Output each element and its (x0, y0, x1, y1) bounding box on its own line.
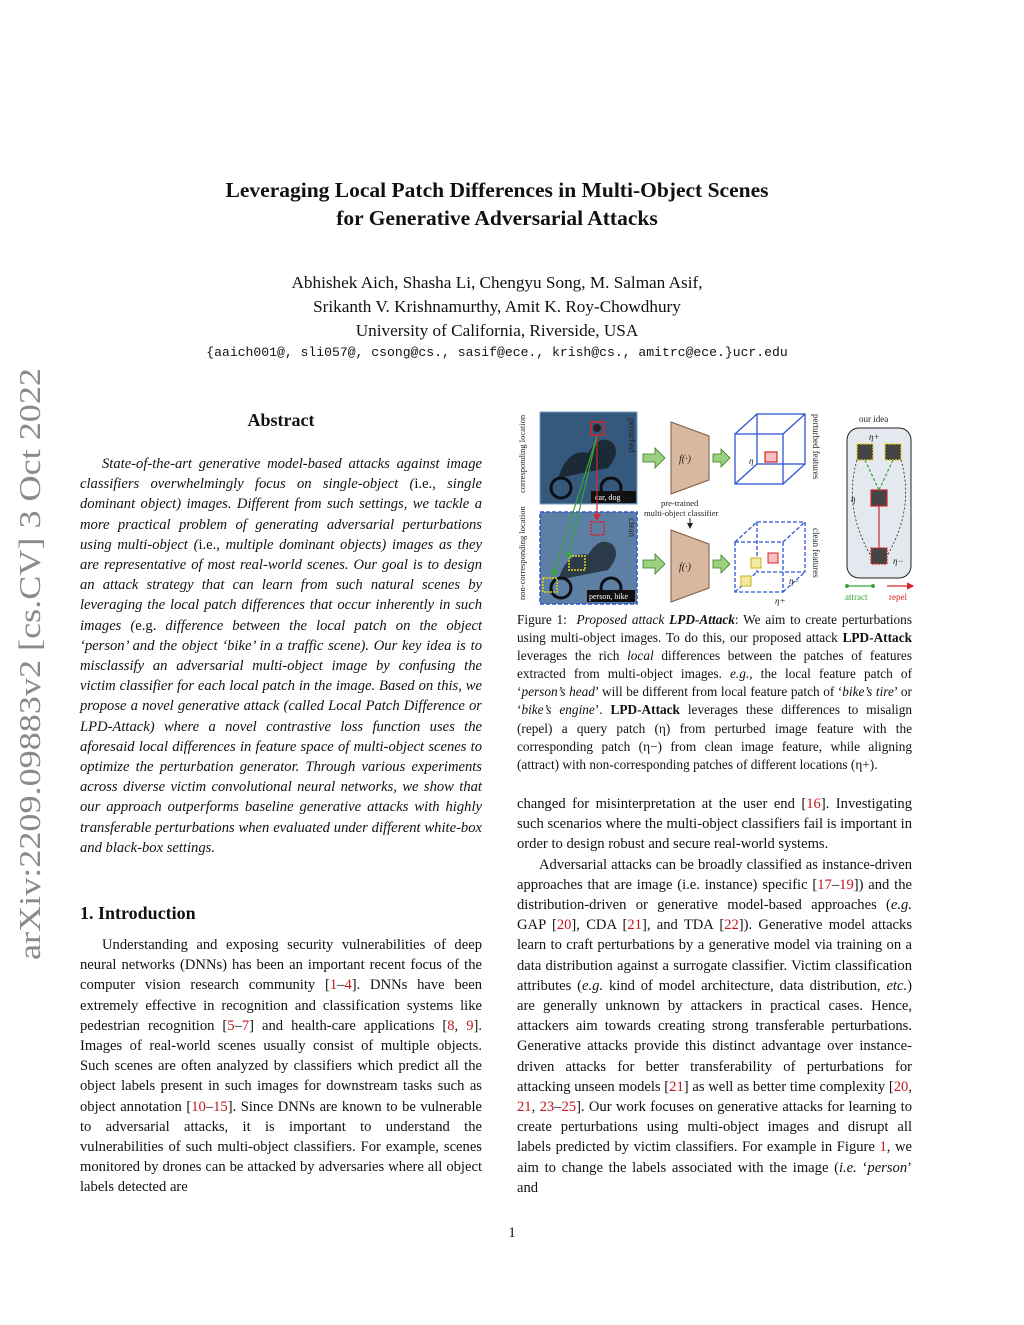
eta-minus-label: η− (789, 576, 800, 586)
title-line-1: Leveraging Local Patch Differences in Multi-Object Scenes (225, 178, 769, 202)
label-perturbed: perturbed (627, 418, 637, 453)
figure-1 (513, 408, 917, 608)
eta-plus-label-bottom: η+ (775, 596, 786, 606)
citation-link[interactable]: 25 (561, 1099, 577, 1116)
citation-link[interactable]: 20 (556, 917, 572, 934)
classifier-func-top: f(·) (679, 454, 691, 465)
citation-link[interactable]: 4 (344, 977, 352, 994)
figure-1-caption: Figure 1: Proposed attack LPD-Attack: We aim to create perturbations using multi-object images. To do this, our proposed attack LPD-Attack leverages the rich local differences between the patches of features extracted from multi-object images. e.g., the local feature patch of ‘person’s head’ will be different from local feature patch of ‘bike’s tire’ or ‘bike’s engine’. LPD-Attack leverages these differences to misalign (repel) a query patch (η) from perturbed image feature with the corresponding patch (η−) from clean image feature, while aligning (attract) with non-corresponding patches of different locations (η+). (517, 612, 913, 772)
label-clean-features: clean features (811, 528, 821, 578)
author-block (130, 271, 864, 343)
eta-label-top: η (749, 456, 754, 466)
right-paragraph-1: changed for misinterpretation at the user end [16]. Investigating such scenarios where the multi-object classifiers fail is important in order to design robust and secure real-world systems. (517, 796, 913, 853)
paper-title (130, 176, 864, 232)
intro-paragraph: Understanding and exposing security vulnerabilities of deep neural networks (DNNs) has been an important recent focus of the computer vision research community [1–4]. DNNs have been extremely effective in recognition and classification systems like pedestrian recognition [5–7] and health-care applications [8, 9]. Images of real-world scenes usually consist of multiple objects. Such scenes are often analyzed by classifiers which predict all the object labels present in such images for downstream tasks such as object annotation [10–15]. Since DNNs are known to be vulnerable to adversarial attacks, it is important to understand the vulnerabilities of such multi-object classifiers. For example, scenes monitored by drones can be attacked by adversaries where all object labels detected are (80, 937, 482, 1196)
citation-link[interactable]: 10 (191, 1098, 206, 1115)
citation-link[interactable]: 21 (627, 917, 642, 934)
section-heading-introduction: 1. Introduction (80, 903, 196, 923)
legend-repel: repel (889, 592, 907, 602)
authors-line-2: Srikanth V. Krishnamurthy, Amit K. Roy-Chowdhury (313, 297, 681, 316)
our-idea-label: our idea (859, 414, 889, 424)
classifier-pretrained: pre-trained (661, 498, 699, 508)
citation-link[interactable]: 8 (447, 1017, 455, 1034)
citation-link[interactable]: 5 (227, 1017, 235, 1034)
eta-plus-label-panel: η+ (869, 432, 880, 442)
perturbed-image (540, 412, 637, 504)
arxiv-stamp (4, 365, 54, 960)
classifier-func-bottom: f(·) (679, 562, 691, 573)
label-clean: clean (627, 518, 637, 537)
citation-link[interactable]: 22 (724, 917, 739, 934)
citation-link[interactable]: 17 (817, 876, 832, 893)
citation-link[interactable]: 15 (213, 1098, 228, 1115)
legend-attract: attract (845, 592, 868, 602)
citation-link[interactable]: 7 (241, 1017, 250, 1034)
arxiv-stamp-text: arXiv:2209.09883v2 [cs.CV] 3 Oct 2022 (13, 460, 47, 960)
citation-link[interactable]: 20 (893, 1078, 909, 1095)
classifier-caption: multi-object classifier (644, 508, 719, 518)
title-line-2: for Generative Adversarial Attacks (336, 206, 658, 230)
eta-label-panel: η (851, 494, 856, 504)
perturbed-image-tag: car, dog (595, 493, 621, 502)
citation-link[interactable]: 21 (517, 1099, 532, 1116)
affiliation: University of California, Riverside, USA (355, 321, 639, 340)
authors-line-1: Abhishek Aich, Shasha Li, Chengyu Song, M. Salman Asif, (291, 273, 703, 292)
citation-link[interactable]: 19 (839, 876, 854, 893)
abstract-heading: Abstract (247, 410, 315, 430)
abstract-body (80, 454, 482, 858)
abstract-paragraph: State-of-the-art generative model-based attacks against image classifiers overwhelmingly focus on single-object (i.e., single dominant object) images. Different from such settings, we tackle a more practical problem of generating adversarial perturbations using multi-object (i.e., multiple dominant objects) images as they are representative of most real-world scenes. Our goal is to design an attack strategy that can learn from such natural scenes by leveraging the local patch differences that occur inherently in such images (e.g. difference between the local patch on the object ‘person’ and the object ‘bike’ in a traffic scene). Our key idea is to misclassify an adversarial multi-object image by confusing the victim classifier for each local patch in the image. Based on this, we propose a novel generative attack (called Local Patch Difference or LPD-Attack) where a novel contrastive loss function uses the aforesaid local differences in feature space of multi-object scenes to optimize the perturbation generator. Through various experiments across diverse victim convolutional neural networks, we show that our approach outperforms baseline generative attacks with highly transferable perturbations when evaluated under different white-box and black-box settings. (80, 456, 482, 856)
label-corresponding-location: corresponding location (517, 414, 527, 493)
right-column-body (517, 794, 912, 1198)
perturbed-feature-cube (735, 414, 805, 484)
citation-link[interactable]: 9 (466, 1017, 474, 1034)
citation-link[interactable]: 16 (806, 796, 821, 812)
label-noncorresponding-location: non-corresponding location (517, 506, 527, 600)
clean-image (540, 512, 637, 604)
citation-link[interactable]: 1 (329, 977, 338, 994)
author-emails: {aaich001@, sli057@, csong@cs., sasif@ece., krish@cs., amitrc@ece.}ucr.edu (206, 345, 788, 360)
citation-link[interactable]: 23 (539, 1099, 555, 1116)
page-number: 1 (508, 1225, 516, 1241)
right-paragraph-2: Adversarial attacks can be broadly classified as instance-driven approaches that are image (i.e. instance) specific [17–19]) and the distribution-driven or generative model-based approaches (e.g. GAP [20], CDA [21], and TDA [22]). Generative model attacks learn to craft perturbations by a generative model via training on a data distribution against a surrogate classifier. Victim classification attributes (e.g. kind of model architecture, data distribution, etc.) are generally unknown by attackers in practical cases. Hence, attackers aim towards creating strong transferable perturbations. Generative attacks provide this distinct advantage over instance-driven attacks for better transferability of perturbations for attacking unseen models [21] as well as better time complexity [20, 21, 23–25]. Our work focuses on generative attacks for learning to create perturbations using multi-object images and disrupt all labels predicted by victim classifiers. For example in Figure 1, we aim to change the labels associated with the image (i.e. ‘person’ and (517, 856, 913, 1196)
label-perturbed-features: perturbed features (811, 414, 821, 480)
eta-minus-label-panel: η− (893, 556, 904, 566)
figure-link[interactable]: 1 (879, 1139, 887, 1156)
introduction-body (80, 935, 482, 1198)
clean-image-tag: person, bike (589, 592, 629, 601)
citation-link[interactable]: 21 (669, 1078, 684, 1095)
